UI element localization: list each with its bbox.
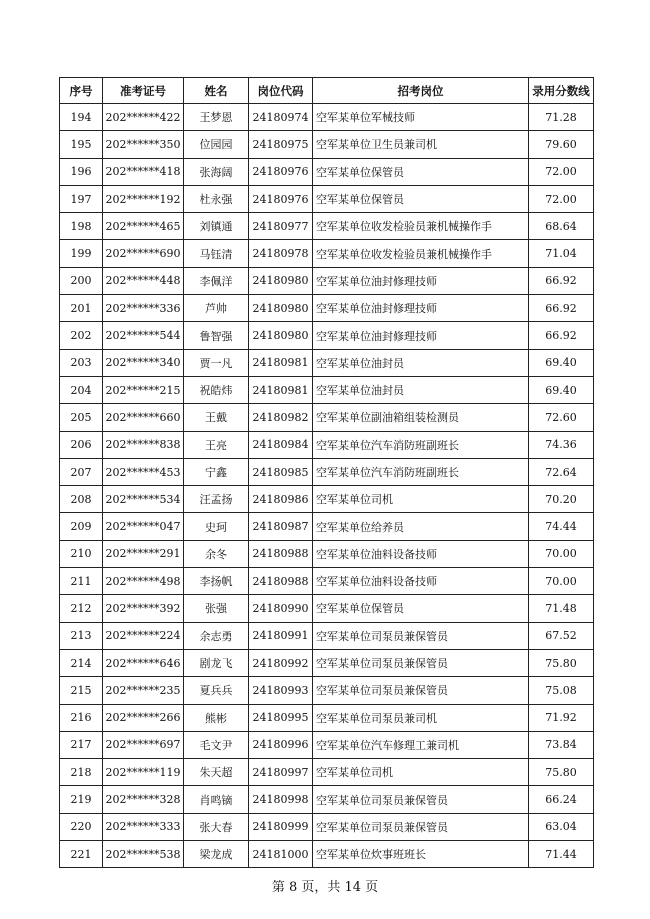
cell-name: 熊彬 [184, 704, 249, 731]
cell-name: 王亮 [184, 431, 249, 458]
cell-name: 余冬 [184, 540, 249, 567]
cell-exam-id: 202******291 [103, 540, 184, 567]
cell-index: 206 [60, 431, 103, 458]
header-name: 姓名 [184, 78, 249, 104]
cell-exam-id: 202******498 [103, 568, 184, 595]
cell-position: 空军某单位司泵员兼保管员 [313, 786, 529, 813]
cell-score: 72.64 [529, 458, 594, 485]
cell-position: 空军某单位油封修理技师 [313, 267, 529, 294]
cell-index: 199 [60, 240, 103, 267]
cell-position: 空军某单位油料设备技师 [313, 568, 529, 595]
cell-exam-id: 202******465 [103, 213, 184, 240]
cell-score: 71.48 [529, 595, 594, 622]
cell-score: 72.00 [529, 185, 594, 212]
cell-position: 空军某单位给养员 [313, 513, 529, 540]
header-score: 录用分数线 [529, 78, 594, 104]
cell-position: 空军某单位司泵员兼保管员 [313, 813, 529, 840]
cell-index: 207 [60, 458, 103, 485]
cell-index: 197 [60, 185, 103, 212]
table-row [60, 841, 594, 868]
table-row [60, 213, 594, 240]
cell-score: 70.00 [529, 568, 594, 595]
cell-exam-id: 202******340 [103, 349, 184, 376]
cell-exam-id: 202******838 [103, 431, 184, 458]
cell-position-code: 24180990 [249, 595, 313, 622]
cell-name: 张强 [184, 595, 249, 622]
cell-position-code: 24180977 [249, 213, 313, 240]
cell-index: 203 [60, 349, 103, 376]
cell-position-code: 24180982 [249, 404, 313, 431]
cell-position-code: 24180995 [249, 704, 313, 731]
cell-exam-id: 202******215 [103, 376, 184, 403]
table-body [60, 104, 594, 868]
cell-name: 夏兵兵 [184, 677, 249, 704]
cell-index: 218 [60, 759, 103, 786]
cell-position-code: 24180991 [249, 622, 313, 649]
table-row [60, 158, 594, 185]
page-footer: 第 8 页，共 14 页 [271, 880, 379, 895]
cell-score: 70.20 [529, 486, 594, 513]
cell-position: 空军某单位保管员 [313, 185, 529, 212]
cell-score: 71.28 [529, 104, 594, 131]
cell-position-code: 24180980 [249, 295, 313, 322]
header-index: 序号 [60, 78, 103, 104]
cell-score: 66.92 [529, 295, 594, 322]
cell-exam-id: 202******534 [103, 486, 184, 513]
cell-exam-id: 202******422 [103, 104, 184, 131]
table-row [60, 267, 594, 294]
cell-name: 剧龙飞 [184, 649, 249, 676]
cell-index: 219 [60, 786, 103, 813]
cell-position-code: 24180985 [249, 458, 313, 485]
cell-exam-id: 202******418 [103, 158, 184, 185]
cell-position: 空军某单位保管员 [313, 595, 529, 622]
cell-position-code: 24180981 [249, 376, 313, 403]
table-row [60, 595, 594, 622]
cell-position-code: 24180992 [249, 649, 313, 676]
cell-index: 213 [60, 622, 103, 649]
cell-position-code: 24180981 [249, 349, 313, 376]
cell-name: 张海阔 [184, 158, 249, 185]
cell-exam-id: 202******266 [103, 704, 184, 731]
cell-position: 空军某单位保管员 [313, 158, 529, 185]
cell-name: 宁鑫 [184, 458, 249, 485]
cell-position: 空军某单位油封员 [313, 349, 529, 376]
cell-position: 空军某单位司泵员兼司机 [313, 704, 529, 731]
cell-position: 空军某单位油封修理技师 [313, 322, 529, 349]
table-row [60, 568, 594, 595]
cell-score: 66.92 [529, 267, 594, 294]
table-row [60, 404, 594, 431]
cell-score: 79.60 [529, 131, 594, 158]
cell-name: 张大春 [184, 813, 249, 840]
cell-name: 李扬帆 [184, 568, 249, 595]
table-row [60, 131, 594, 158]
cell-position: 空军某单位卫生员兼司机 [313, 131, 529, 158]
table-row [60, 349, 594, 376]
cell-position-code: 24180976 [249, 158, 313, 185]
table-row [60, 540, 594, 567]
table-row [60, 322, 594, 349]
table-row [60, 704, 594, 731]
cell-score: 75.80 [529, 759, 594, 786]
cell-name: 李佩洋 [184, 267, 249, 294]
cell-name: 史珂 [184, 513, 249, 540]
cell-index: 214 [60, 649, 103, 676]
cell-name: 贾一凡 [184, 349, 249, 376]
cell-score: 71.92 [529, 704, 594, 731]
cell-position: 空军某单位油封修理技师 [313, 295, 529, 322]
cell-exam-id: 202******544 [103, 322, 184, 349]
cell-index: 195 [60, 131, 103, 158]
cell-index: 210 [60, 540, 103, 567]
table-row [60, 731, 594, 758]
table-row [60, 295, 594, 322]
cell-position-code: 24180980 [249, 322, 313, 349]
cell-position: 空军某单位炊事班班长 [313, 841, 529, 868]
cell-position: 空军某单位汽车消防班副班长 [313, 431, 529, 458]
cell-score: 71.44 [529, 841, 594, 868]
cell-exam-id: 202******538 [103, 841, 184, 868]
cell-exam-id: 202******192 [103, 185, 184, 212]
cell-position-code: 24180988 [249, 568, 313, 595]
cell-index: 201 [60, 295, 103, 322]
table-row [60, 677, 594, 704]
table-row [60, 649, 594, 676]
cell-score: 66.24 [529, 786, 594, 813]
cell-position: 空军某单位司泵员兼保管员 [313, 677, 529, 704]
cell-score: 67.52 [529, 622, 594, 649]
cell-position-code: 24180976 [249, 185, 313, 212]
cell-position: 空军某单位汽车消防班副班长 [313, 458, 529, 485]
cell-score: 69.40 [529, 376, 594, 403]
cell-position: 空军某单位收发检验员兼机械操作手 [313, 213, 529, 240]
cell-index: 211 [60, 568, 103, 595]
cell-position-code: 24180988 [249, 540, 313, 567]
cell-position-code: 24180997 [249, 759, 313, 786]
cell-position-code: 24181000 [249, 841, 313, 868]
cell-position-code: 24180975 [249, 131, 313, 158]
cell-position: 空军某单位汽车修理工兼司机 [313, 731, 529, 758]
cell-index: 194 [60, 104, 103, 131]
cell-name: 位园园 [184, 131, 249, 158]
header-position-code: 岗位代码 [249, 78, 313, 104]
cell-index: 209 [60, 513, 103, 540]
table-row [60, 759, 594, 786]
table-row [60, 431, 594, 458]
cell-position-code: 24180978 [249, 240, 313, 267]
cell-score: 74.36 [529, 431, 594, 458]
cell-exam-id: 202******453 [103, 458, 184, 485]
cell-exam-id: 202******690 [103, 240, 184, 267]
table-row [60, 513, 594, 540]
cell-score: 63.04 [529, 813, 594, 840]
cell-score: 69.40 [529, 349, 594, 376]
cell-name: 芦帅 [184, 295, 249, 322]
cell-score: 68.64 [529, 213, 594, 240]
cell-score: 74.44 [529, 513, 594, 540]
table-row [60, 786, 594, 813]
cell-position-code: 24180984 [249, 431, 313, 458]
cell-exam-id: 202******646 [103, 649, 184, 676]
cell-exam-id: 202******336 [103, 295, 184, 322]
table-row [60, 622, 594, 649]
cell-score: 66.92 [529, 322, 594, 349]
cell-score: 75.08 [529, 677, 594, 704]
cell-name: 刘镇通 [184, 213, 249, 240]
table-row [60, 486, 594, 513]
cell-index: 216 [60, 704, 103, 731]
cell-name: 汪孟扬 [184, 486, 249, 513]
cell-score: 70.00 [529, 540, 594, 567]
header-exam-id: 准考证号 [103, 78, 184, 104]
cell-exam-id: 202******448 [103, 267, 184, 294]
table-row [60, 458, 594, 485]
cell-score: 71.04 [529, 240, 594, 267]
cell-name: 马钰清 [184, 240, 249, 267]
cell-name: 王梦恩 [184, 104, 249, 131]
cell-name: 余志勇 [184, 622, 249, 649]
cell-position-code: 24180998 [249, 786, 313, 813]
cell-position: 空军某单位副油箱组装检测员 [313, 404, 529, 431]
cell-name: 杜永强 [184, 185, 249, 212]
cell-index: 196 [60, 158, 103, 185]
cell-position: 空军某单位油料设备技师 [313, 540, 529, 567]
cell-exam-id: 202******350 [103, 131, 184, 158]
cell-exam-id: 202******392 [103, 595, 184, 622]
cell-position: 空军某单位收发检验员兼机械操作手 [313, 240, 529, 267]
cell-index: 221 [60, 841, 103, 868]
cell-index: 208 [60, 486, 103, 513]
cell-position-code: 24180987 [249, 513, 313, 540]
cell-position: 空军某单位军械技师 [313, 104, 529, 131]
cell-name: 肖鸣镝 [184, 786, 249, 813]
results-table [59, 77, 594, 868]
cell-index: 220 [60, 813, 103, 840]
cell-position: 空军某单位司机 [313, 759, 529, 786]
cell-score: 73.84 [529, 731, 594, 758]
table-row [60, 813, 594, 840]
table-row [60, 185, 594, 212]
cell-exam-id: 202******328 [103, 786, 184, 813]
cell-index: 202 [60, 322, 103, 349]
cell-index: 200 [60, 267, 103, 294]
cell-name: 梁龙成 [184, 841, 249, 868]
cell-exam-id: 202******333 [103, 813, 184, 840]
table-row [60, 104, 594, 131]
cell-score: 72.00 [529, 158, 594, 185]
cell-name: 祝皓炜 [184, 376, 249, 403]
cell-position: 空军某单位司泵员兼保管员 [313, 622, 529, 649]
cell-exam-id: 202******119 [103, 759, 184, 786]
table-row [60, 376, 594, 403]
cell-name: 毛文尹 [184, 731, 249, 758]
table-row [60, 240, 594, 267]
cell-index: 217 [60, 731, 103, 758]
cell-position: 空军某单位司泵员兼保管员 [313, 649, 529, 676]
header-position: 招考岗位 [313, 78, 529, 104]
table-header-row [60, 78, 594, 104]
cell-position-code: 24180980 [249, 267, 313, 294]
cell-position-code: 24180996 [249, 731, 313, 758]
cell-exam-id: 202******047 [103, 513, 184, 540]
cell-position-code: 24180986 [249, 486, 313, 513]
cell-index: 212 [60, 595, 103, 622]
cell-position-code: 24180993 [249, 677, 313, 704]
cell-name: 王戴 [184, 404, 249, 431]
cell-position: 空军某单位司机 [313, 486, 529, 513]
cell-score: 75.80 [529, 649, 594, 676]
cell-index: 204 [60, 376, 103, 403]
cell-index: 215 [60, 677, 103, 704]
cell-name: 鲁智强 [184, 322, 249, 349]
cell-score: 72.60 [529, 404, 594, 431]
cell-position-code: 24180999 [249, 813, 313, 840]
cell-exam-id: 202******660 [103, 404, 184, 431]
cell-exam-id: 202******235 [103, 677, 184, 704]
cell-index: 205 [60, 404, 103, 431]
cell-exam-id: 202******697 [103, 731, 184, 758]
cell-exam-id: 202******224 [103, 622, 184, 649]
cell-position: 空军某单位油封员 [313, 376, 529, 403]
cell-position-code: 24180974 [249, 104, 313, 131]
cell-name: 朱天超 [184, 759, 249, 786]
cell-index: 198 [60, 213, 103, 240]
